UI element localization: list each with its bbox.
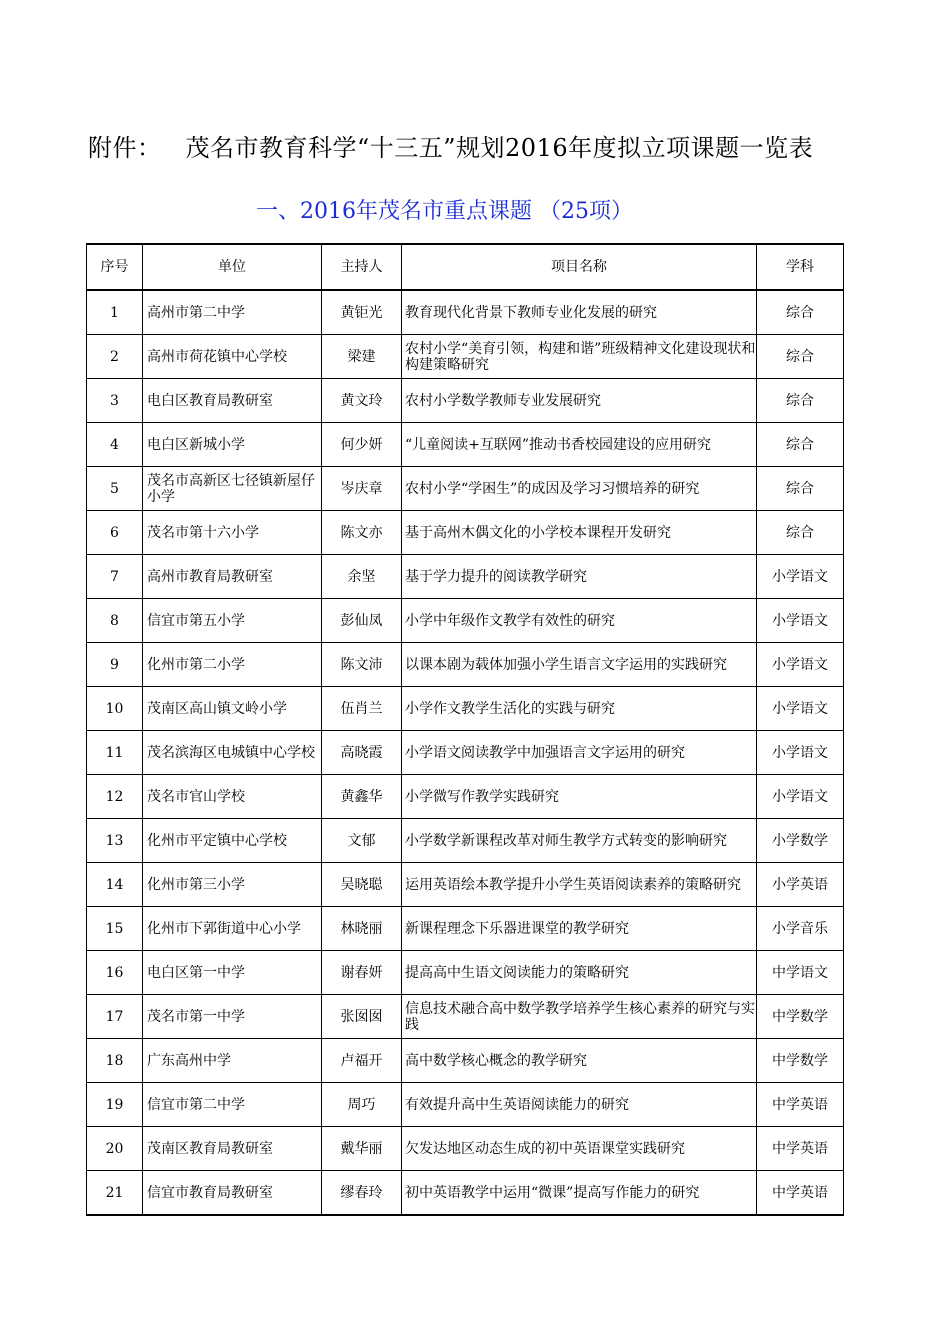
- cell-unit: 茂名市官山学校: [143, 775, 322, 819]
- title-main: 茂名市教育科学“十三五”规划2016年度拟立项课题一览表: [185, 134, 814, 162]
- cell-subject: 综合: [757, 467, 844, 511]
- cell-subject: 综合: [757, 423, 844, 467]
- table-row: [87, 467, 844, 511]
- cell-subject: 中学英语: [757, 1083, 844, 1127]
- cell-host: 卢福开: [322, 1039, 402, 1083]
- cell-number: 5: [87, 467, 143, 511]
- table-header-row: [87, 244, 844, 290]
- table-row: [87, 423, 844, 467]
- cell-host: 伍肖兰: [322, 687, 402, 731]
- cell-host: 周巧: [322, 1083, 402, 1127]
- cell-project: 小学作文教学生活化的实践与研究: [402, 687, 757, 731]
- cell-number: 13: [87, 819, 143, 863]
- table-row: [87, 379, 844, 423]
- column-header-host: 主持人: [322, 244, 402, 290]
- cell-number: 1: [87, 290, 143, 335]
- cell-subject: 中学语文: [757, 951, 844, 995]
- cell-host: 林晓丽: [322, 907, 402, 951]
- cell-subject: 综合: [757, 335, 844, 379]
- cell-subject: 中学英语: [757, 1127, 844, 1171]
- cell-host: 戴华丽: [322, 1127, 402, 1171]
- table-body: [87, 290, 844, 1215]
- cell-subject: 小学语文: [757, 687, 844, 731]
- cell-host: 谢春妍: [322, 951, 402, 995]
- cell-unit: 化州市下郭街道中心小学: [143, 907, 322, 951]
- cell-number: 16: [87, 951, 143, 995]
- table-row: [87, 995, 844, 1039]
- cell-subject: 综合: [757, 290, 844, 335]
- cell-host: 岑庆章: [322, 467, 402, 511]
- table-row: [87, 1039, 844, 1083]
- cell-host: 彭仙凤: [322, 599, 402, 643]
- cell-unit: 茂名市第一中学: [143, 995, 322, 1039]
- cell-number: 17: [87, 995, 143, 1039]
- cell-unit: 电白区教育局教研室: [143, 379, 322, 423]
- column-header-project: 项目名称: [402, 244, 757, 290]
- cell-host: 梁建: [322, 335, 402, 379]
- cell-project: 信息技术融合高中数学教学培养学生核心素养的研究与实践: [402, 995, 757, 1039]
- cell-subject: 中学数学: [757, 1039, 844, 1083]
- cell-subject: 中学数学: [757, 995, 844, 1039]
- cell-project: 农村小学“美育引领，构建和谐”班级精神文化建设现状和构建策略研究: [402, 335, 757, 379]
- cell-unit: 信宜市教育局教研室: [143, 1171, 322, 1216]
- cell-host: 吴晓聪: [322, 863, 402, 907]
- cell-project: “儿童阅读+互联网”推动书香校园建设的应用研究: [402, 423, 757, 467]
- table-row: [87, 1127, 844, 1171]
- cell-project: 新课程理念下乐器进课堂的教学研究: [402, 907, 757, 951]
- cell-number: 6: [87, 511, 143, 555]
- cell-subject: 小学语文: [757, 731, 844, 775]
- cell-host: 余坚: [322, 555, 402, 599]
- section-title: 一、2016年茂名市重点课题 （25项）: [256, 199, 633, 224]
- cell-subject: 中学英语: [757, 1171, 844, 1216]
- cell-host: 缪春玲: [322, 1171, 402, 1216]
- document-title: [88, 128, 813, 163]
- cell-number: 11: [87, 731, 143, 775]
- cell-unit: 信宜市第二中学: [143, 1083, 322, 1127]
- cell-number: 3: [87, 379, 143, 423]
- cell-project: 农村小学“学困生”的成因及学习习惯培养的研究: [402, 467, 757, 511]
- cell-number: 15: [87, 907, 143, 951]
- cell-number: 9: [87, 643, 143, 687]
- table-row: [87, 775, 844, 819]
- table-row: [87, 555, 844, 599]
- table-row: [87, 731, 844, 775]
- cell-unit: 茂南区高山镇文岭小学: [143, 687, 322, 731]
- table-row: [87, 1171, 844, 1216]
- cell-project: 农村小学数学教师专业发展研究: [402, 379, 757, 423]
- cell-number: 10: [87, 687, 143, 731]
- table-row: [87, 599, 844, 643]
- table-row: [87, 511, 844, 555]
- cell-number: 14: [87, 863, 143, 907]
- cell-project: 有效提升高中生英语阅读能力的研究: [402, 1083, 757, 1127]
- cell-subject: 小学语文: [757, 775, 844, 819]
- cell-project: 小学微写作教学实践研究: [402, 775, 757, 819]
- cell-number: 21: [87, 1171, 143, 1216]
- title-prefix: 附件：: [88, 134, 162, 162]
- table-row: [87, 1083, 844, 1127]
- cell-number: 19: [87, 1083, 143, 1127]
- table-row: [87, 687, 844, 731]
- cell-subject: 小学语文: [757, 599, 844, 643]
- cell-subject: 综合: [757, 511, 844, 555]
- cell-project: 小学数学新课程改革对师生教学方式转变的影响研究: [402, 819, 757, 863]
- cell-project: 高中数学核心概念的教学研究: [402, 1039, 757, 1083]
- column-header-unit: 单位: [143, 244, 322, 290]
- cell-number: 8: [87, 599, 143, 643]
- cell-unit: 茂南区教育局教研室: [143, 1127, 322, 1171]
- cell-subject: 小学数学: [757, 819, 844, 863]
- table-row: [87, 863, 844, 907]
- cell-unit: 化州市第三小学: [143, 863, 322, 907]
- cell-host: 黄文玲: [322, 379, 402, 423]
- cell-unit: 电白区第一中学: [143, 951, 322, 995]
- cell-host: 高晓霞: [322, 731, 402, 775]
- project-table: [86, 243, 844, 1216]
- cell-project: 欠发达地区动态生成的初中英语课堂实践研究: [402, 1127, 757, 1171]
- column-header-subject: 学科: [757, 244, 844, 290]
- cell-unit: 高州市教育局教研室: [143, 555, 322, 599]
- cell-host: 何少妍: [322, 423, 402, 467]
- column-header-number: 序号: [87, 244, 143, 290]
- cell-subject: 小学语文: [757, 555, 844, 599]
- cell-project: 教育现代化背景下教师专业化发展的研究: [402, 290, 757, 335]
- cell-unit: 电白区新城小学: [143, 423, 322, 467]
- cell-number: 20: [87, 1127, 143, 1171]
- cell-unit: 茂名滨海区电城镇中心学校: [143, 731, 322, 775]
- cell-unit: 茂名市高新区七径镇新屋仔小学: [143, 467, 322, 511]
- cell-number: 4: [87, 423, 143, 467]
- cell-number: 7: [87, 555, 143, 599]
- cell-project: 基于学力提升的阅读教学研究: [402, 555, 757, 599]
- cell-unit: 广东高州中学: [143, 1039, 322, 1083]
- cell-unit: 化州市平定镇中心学校: [143, 819, 322, 863]
- cell-project: 运用英语绘本教学提升小学生英语阅读素养的策略研究: [402, 863, 757, 907]
- cell-subject: 小学英语: [757, 863, 844, 907]
- cell-project: 初中英语教学中运用“微课”提高写作能力的研究: [402, 1171, 757, 1216]
- cell-host: 文郁: [322, 819, 402, 863]
- table-row: [87, 819, 844, 863]
- cell-project: 提高高中生语文阅读能力的策略研究: [402, 951, 757, 995]
- table-row: [87, 643, 844, 687]
- cell-subject: 综合: [757, 379, 844, 423]
- cell-host: 黄钜光: [322, 290, 402, 335]
- cell-project: 小学语文阅读教学中加强语言文字运用的研究: [402, 731, 757, 775]
- cell-host: 陈文沛: [322, 643, 402, 687]
- table-row: [87, 290, 844, 335]
- cell-unit: 茂名市第十六小学: [143, 511, 322, 555]
- table-row: [87, 951, 844, 995]
- cell-unit: 高州市荷花镇中心学校: [143, 335, 322, 379]
- cell-project: 基于高州木偶文化的小学校本课程开发研究: [402, 511, 757, 555]
- cell-host: 陈文亦: [322, 511, 402, 555]
- cell-host: 张囡囡: [322, 995, 402, 1039]
- cell-unit: 信宜市第五小学: [143, 599, 322, 643]
- cell-number: 2: [87, 335, 143, 379]
- cell-subject: 小学语文: [757, 643, 844, 687]
- cell-subject: 小学音乐: [757, 907, 844, 951]
- cell-project: 小学中年级作文教学有效性的研究: [402, 599, 757, 643]
- cell-unit: 化州市第二小学: [143, 643, 322, 687]
- cell-host: 黄鑫华: [322, 775, 402, 819]
- table-row: [87, 907, 844, 951]
- cell-unit: 高州市第二中学: [143, 290, 322, 335]
- table-row: [87, 335, 844, 379]
- cell-number: 12: [87, 775, 143, 819]
- cell-project: 以课本剧为载体加强小学生语言文字运用的实践研究: [402, 643, 757, 687]
- cell-number: 18: [87, 1039, 143, 1083]
